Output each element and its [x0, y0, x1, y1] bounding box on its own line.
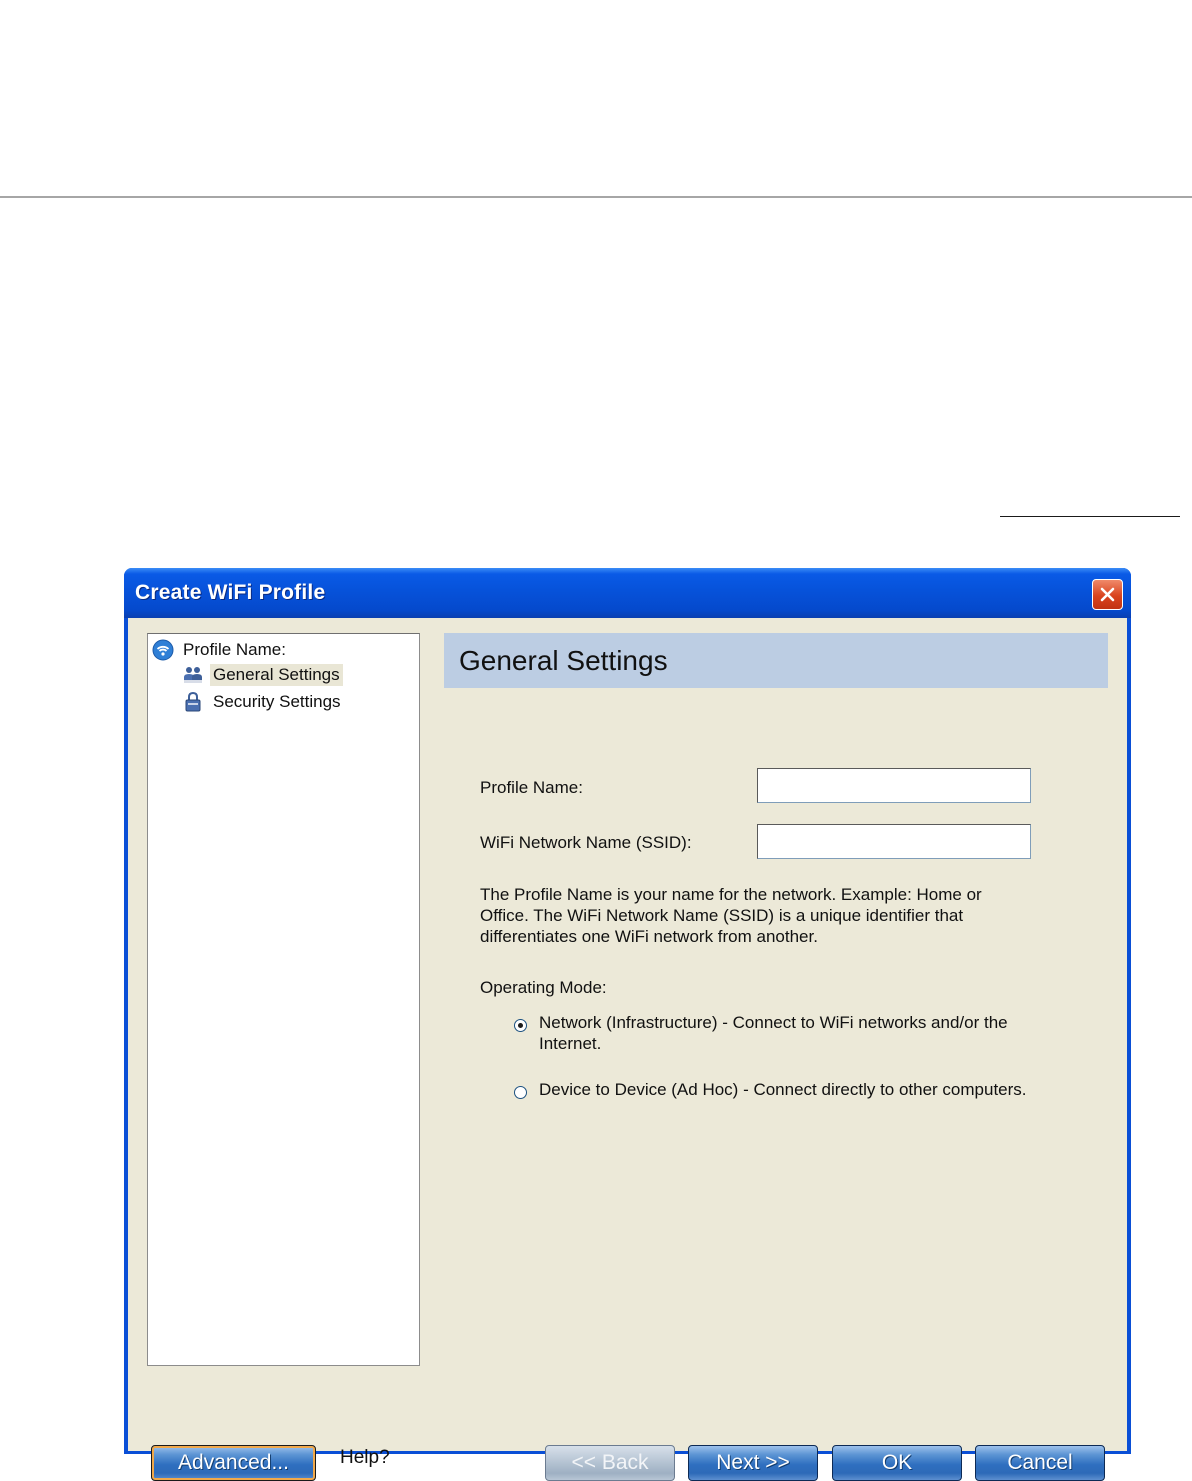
back-button[interactable]: << Back	[545, 1445, 675, 1481]
settings-panel	[444, 633, 1108, 1366]
lock-icon	[182, 691, 204, 713]
page-title: General Settings	[459, 645, 668, 676]
radio-label: Device to Device (Ad Hoc) - Connect directly to other computers.	[539, 1080, 1027, 1099]
radio-label: Network (Infrastructure) - Connect to WiFi networks and/or the Internet.	[539, 1013, 1008, 1053]
operating-mode-label: Operating Mode:	[480, 978, 607, 997]
tree-item-general-settings[interactable]	[182, 664, 343, 686]
tree-item-security-settings[interactable]	[182, 691, 344, 713]
close-button[interactable]	[1092, 579, 1123, 610]
window-title: Create WiFi Profile	[135, 581, 326, 604]
next-button[interactable]: Next >>	[688, 1445, 818, 1481]
create-wifi-profile-window	[124, 568, 1131, 1474]
help-link[interactable]: Help?	[340, 1447, 390, 1468]
description-text: The Profile Name is your name for the network. Example: Home or Office. The WiFi Network Name (SSID) is a unique identifier that differentiates one WiFi network from another.	[480, 885, 982, 946]
close-icon	[1099, 586, 1116, 603]
tree-item-profile-name[interactable]	[152, 639, 289, 661]
wifi-icon	[152, 639, 174, 661]
tree-item-label: Security Settings	[213, 692, 341, 711]
tree-item-label: Profile Name:	[183, 640, 286, 659]
profile-name-label: Profile Name:	[480, 778, 583, 797]
cancel-button[interactable]: Cancel	[975, 1445, 1105, 1481]
page-divider	[0, 196, 1192, 198]
tree-item-label: General Settings	[210, 664, 343, 686]
dialog-body	[128, 618, 1127, 1474]
link-underline	[1000, 516, 1180, 517]
ok-button[interactable]: OK	[832, 1445, 962, 1481]
radio-ad-hoc[interactable]	[514, 1079, 1079, 1100]
section-header	[444, 633, 1108, 688]
advanced-button[interactable]: Advanced...	[151, 1445, 316, 1481]
ssid-input[interactable]	[757, 824, 1031, 859]
title-bar[interactable]	[124, 568, 1131, 618]
radio-infrastructure[interactable]	[514, 1012, 1039, 1054]
users-icon	[182, 664, 204, 686]
ssid-label: WiFi Network Name (SSID):	[480, 833, 692, 852]
radio-button[interactable]	[514, 1086, 527, 1099]
radio-button[interactable]	[514, 1019, 527, 1032]
profile-name-input[interactable]	[757, 768, 1031, 803]
profile-tree	[147, 633, 420, 1366]
